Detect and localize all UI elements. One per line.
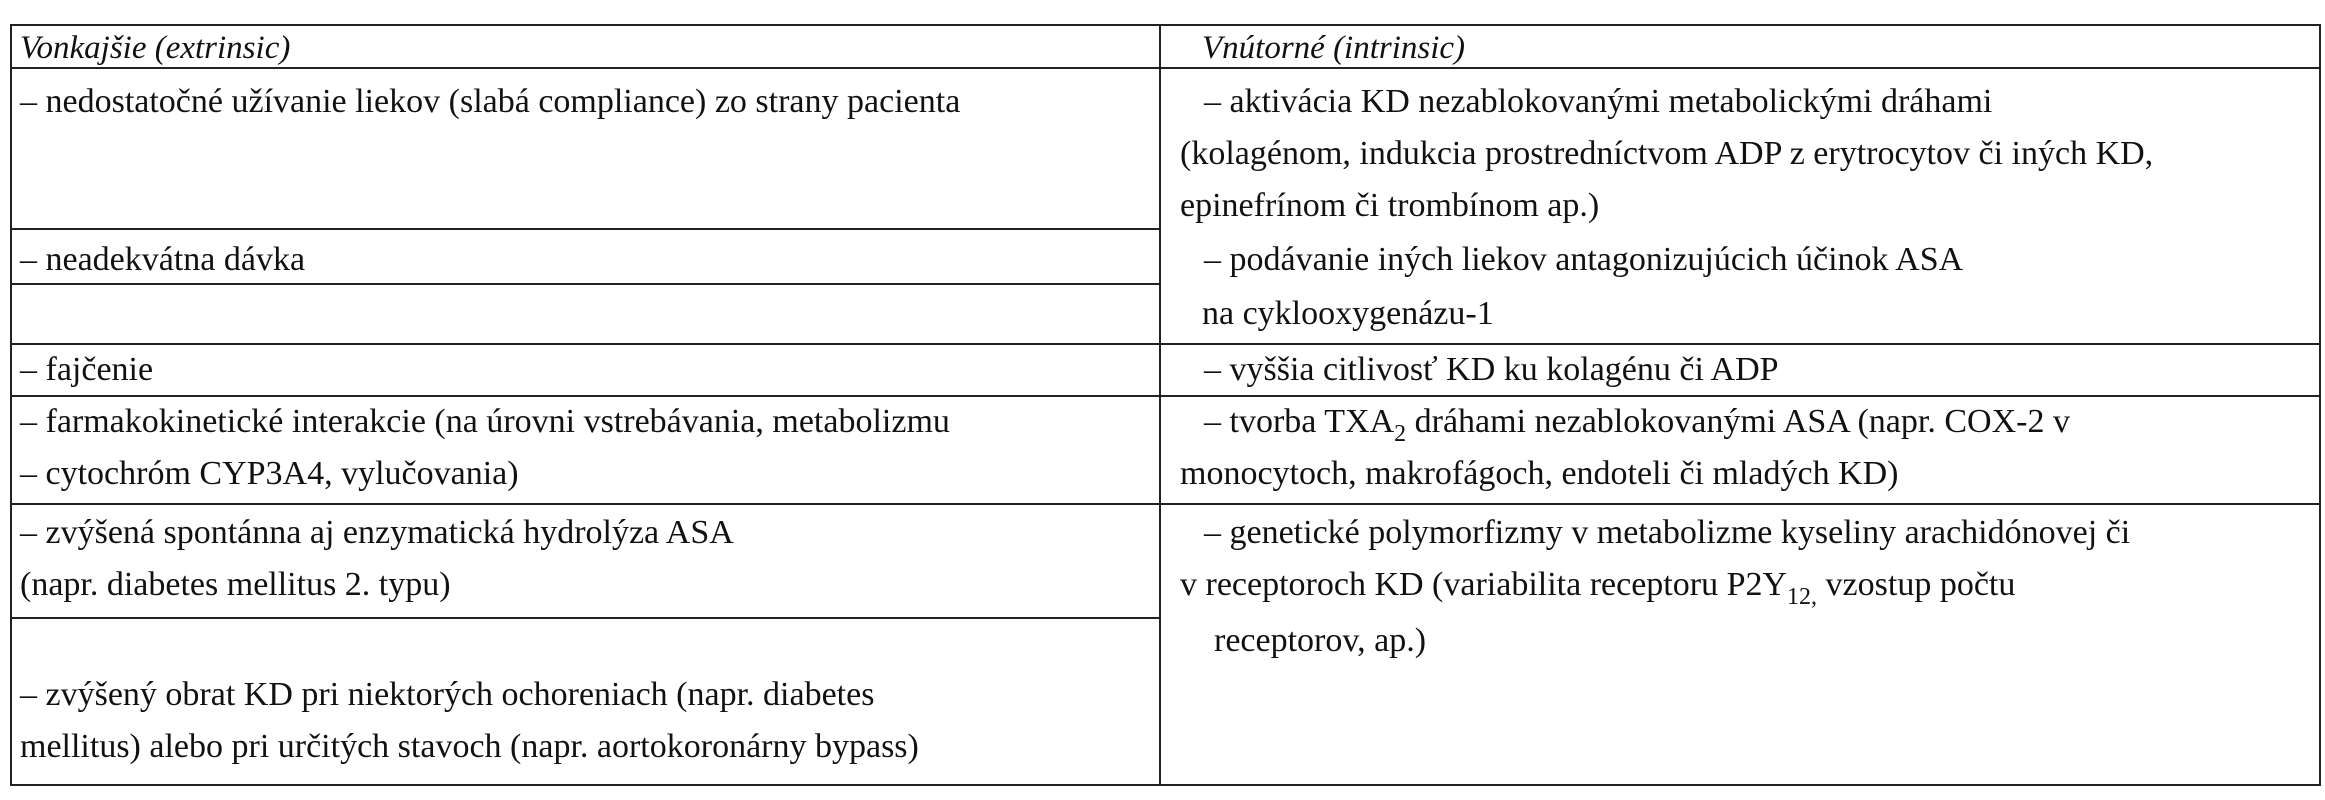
table-border-top xyxy=(10,24,2321,26)
intrinsic-item-line xyxy=(1180,559,2015,611)
txa-text: – tvorba TXA xyxy=(1204,403,1395,440)
extrinsic-item-line: – zvýšená spontánna aj enzymatická hydrolýza ASA xyxy=(20,514,734,551)
p2y-rest-text: vzostup počtu xyxy=(1817,566,2016,603)
extrinsic-item-line: – zvýšený obrat KD pri niektorých ochoreniach (napr. diabetes xyxy=(20,676,875,713)
extrinsic-item-line: – fajčenie xyxy=(20,351,154,388)
txa-subscript: 2 xyxy=(1394,421,1407,447)
p2y-text: v receptoroch KD (variabilita receptoru P2Y xyxy=(1180,566,1788,603)
extrinsic-item-line: – neadekvátna dávka xyxy=(20,241,306,278)
extrinsic-item-line: – farmakokinetické interakcie (na úrovni vstrebávania, metabolizmu xyxy=(20,403,950,440)
intrinsic-item-line: receptorov, ap.) xyxy=(1214,622,1427,659)
column-divider xyxy=(1159,24,1161,786)
p2y-subscript: 12, xyxy=(1787,584,1818,610)
extrinsic-item-line: (napr. diabetes mellitus 2. typu) xyxy=(20,566,451,603)
table-border-bottom xyxy=(10,784,2321,786)
row-separator-left xyxy=(10,617,1160,619)
table-border-left xyxy=(10,24,12,786)
intrinsic-item-line: – genetické polymorfizmy v metabolizme kyseliny arachidónovej či xyxy=(1204,514,2131,551)
intrinsic-item-line: – vyššia citlivosť KD ku kolagénu či ADP xyxy=(1204,351,1779,388)
row-separator xyxy=(10,503,2321,505)
txa-rest-text: dráhami nezablokovanými ASA (napr. COX-2 v xyxy=(1406,403,2070,440)
intrinsic-item-line: – podávanie iných liekov antagonizujúcich účinok ASA xyxy=(1204,241,1964,278)
extrinsic-item-line: mellitus) alebo pri určitých stavoch (napr. aortokoronárny bypass) xyxy=(20,728,919,765)
intrinsic-item-line: na cyklooxygenázu-1 xyxy=(1202,295,1494,332)
intrinsic-item-line xyxy=(1204,396,2070,448)
intrinsic-item-line: epinefrínom či trombínom ap.) xyxy=(1180,187,1600,224)
intrinsic-item-line: (kolagénom, indukcia prostredníctvom ADP z erytrocytov či iných KD, xyxy=(1180,135,2154,172)
extrinsic-item-line: – nedostatočné užívanie liekov (slabá compliance) zo strany pacienta xyxy=(20,83,961,120)
intrinsic-item-line: monocytoch, makrofágoch, endoteli či mladých KD) xyxy=(1180,455,1899,492)
row-separator-left xyxy=(10,228,1160,230)
intrinsic-item-line: – aktivácia KD nezablokovanými metabolickými dráhami xyxy=(1204,83,1993,120)
header-extrinsic: Vonkajšie (extrinsic) xyxy=(20,30,291,66)
header-intrinsic: Vnútorné (intrinsic) xyxy=(1202,30,1466,66)
table-border-right xyxy=(2319,24,2321,786)
row-separator xyxy=(10,343,2321,345)
header-separator xyxy=(10,67,2321,69)
extrinsic-item-line: – cytochróm CYP3A4, vylučovania) xyxy=(20,455,519,492)
